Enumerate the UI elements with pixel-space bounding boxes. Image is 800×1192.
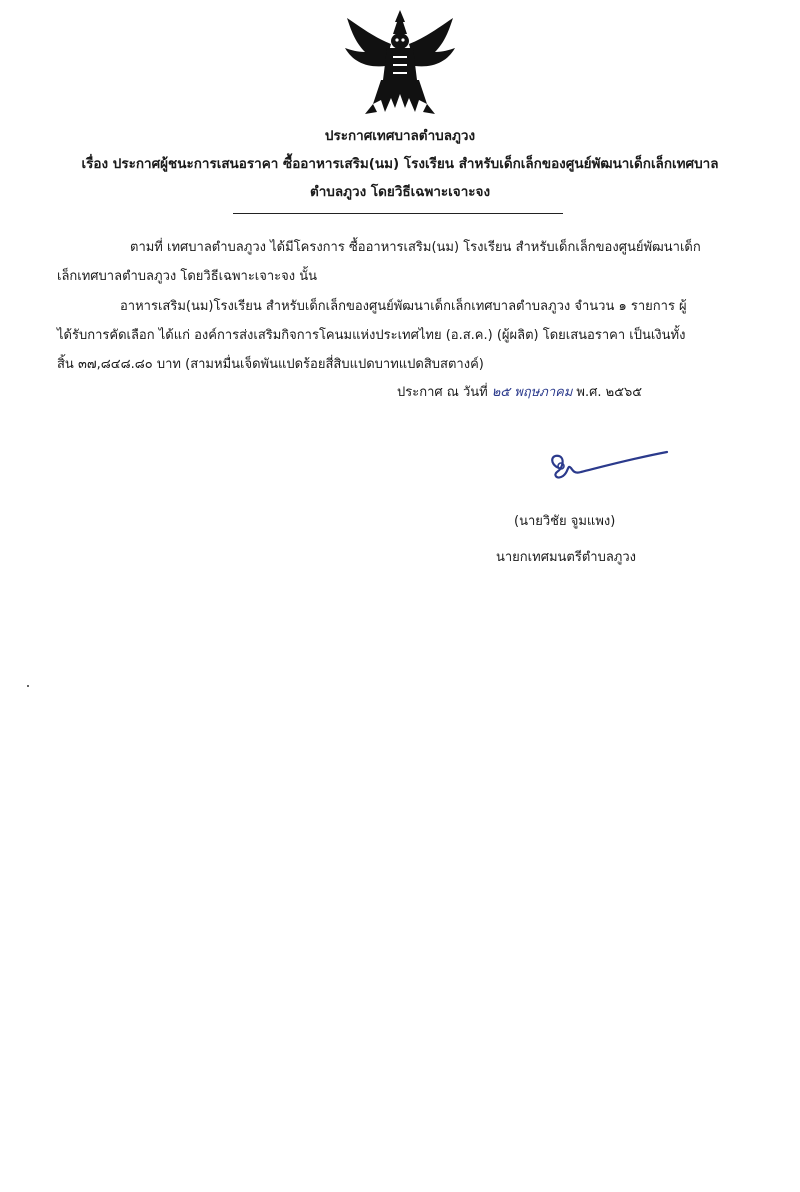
paragraph-1-line-1: ตามที่ เทศบาลตำบลภูวง ได้มีโครงการ ซื้ออาหารเสริม(นม) โรงเรียน สำหรับเด็กเล็กของศูนย์พัฒนาเด็ก xyxy=(130,240,701,255)
paragraph-2-line-2: ได้รับการคัดเลือก ได้แก่ องค์การส่งเสริมกิจการโคนมแห่งประเทศไทย (อ.ส.ค.) (ผู้ผลิต) โดยเสนอราคา เป็นเงินทั้ง xyxy=(57,328,686,343)
scan-speck xyxy=(27,685,29,687)
handwritten-signature xyxy=(545,448,670,488)
paragraph-2-line-3: สิ้น ๓๗,๘๔๘.๘๐ บาท (สามหมื่นเจ็ดพันแปดร้อยสี่สิบแปดบาทแปดสิบสตางค์) xyxy=(57,357,484,372)
signatory-title: นายกเทศมนตรีตำบลภูวง xyxy=(496,550,636,565)
handwritten-date: ๒๕ พฤษภาคม xyxy=(491,385,573,400)
subject-line-2: ตำบลภูวง โดยวิธีเฉพาะเจาะจง xyxy=(309,184,491,200)
paragraph-1-line-2: เล็กเทศบาลตำบลภูวง โดยวิธีเฉพาะเจาะจง นั้น xyxy=(57,269,318,284)
subject-line-1: เรื่อง ประกาศผู้ชนะการเสนอราคา ซื้ออาหารเสริม(นม) โรงเรียน สำหรับเด็กเล็กของศูนย์พัฒนาเด็กเล็กเทศบาล xyxy=(81,156,719,172)
signatory-name: (นายวิชัย จูมแพง) xyxy=(514,514,616,529)
announcement-date xyxy=(397,381,642,402)
announcement-title: ประกาศเทศบาลตำบลภูวง xyxy=(324,128,476,144)
paragraph-2-line-1: อาหารเสริม(นม)โรงเรียน สำหรับเด็กเล็กของศูนย์พัฒนาเด็กเล็กเทศบาลตำบลภูวง จำนวน ๑ รายการ ผู้ xyxy=(120,299,687,314)
divider xyxy=(233,213,563,214)
garuda-emblem-icon xyxy=(337,8,463,120)
date-prefix: ประกาศ ณ วันที่ xyxy=(397,385,488,400)
date-year: พ.ศ. ๒๕๖๕ xyxy=(576,385,643,400)
